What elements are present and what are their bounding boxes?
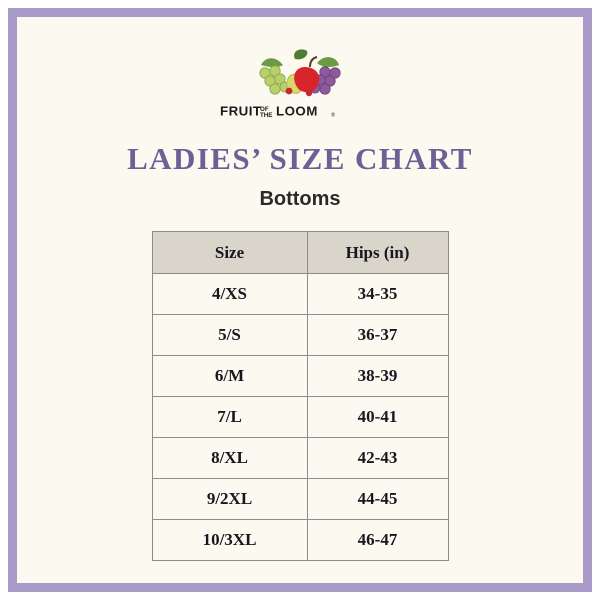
column-header-size: Size xyxy=(152,232,307,274)
cell-hips: 40-41 xyxy=(307,397,448,438)
table-row xyxy=(152,438,448,479)
cell-hips: 42-43 xyxy=(307,438,448,479)
svg-text:OF: OF xyxy=(260,106,269,113)
cell-size: 4/XS xyxy=(152,274,307,315)
table-row xyxy=(152,274,448,315)
svg-text:®: ® xyxy=(331,112,336,119)
cell-size: 9/2XL xyxy=(152,479,307,520)
table-row xyxy=(152,356,448,397)
decorative-border-frame xyxy=(8,8,592,592)
cell-size: 10/3XL xyxy=(152,520,307,561)
svg-text:FRUIT: FRUIT xyxy=(220,103,262,119)
cell-hips: 46-47 xyxy=(307,520,448,561)
cell-hips: 34-35 xyxy=(307,274,448,315)
page-title: LADIES’ SIZE CHART xyxy=(127,141,473,176)
cell-hips: 36-37 xyxy=(307,315,448,356)
table-row xyxy=(152,397,448,438)
page-subtitle: Bottoms xyxy=(259,188,341,210)
cell-size: 5/S xyxy=(152,315,307,356)
table-header-row xyxy=(152,232,448,274)
cell-size: 6/M xyxy=(152,356,307,397)
brand-logo xyxy=(218,45,382,119)
cell-hips: 38-39 xyxy=(307,356,448,397)
size-chart-table xyxy=(152,231,449,561)
cell-hips: 44-45 xyxy=(307,479,448,520)
cell-size: 7/L xyxy=(152,397,307,438)
table-row xyxy=(152,315,448,356)
table-row xyxy=(152,520,448,561)
column-header-hips: Hips (in) xyxy=(307,232,448,274)
svg-text:LOOM: LOOM xyxy=(276,103,318,119)
brand-wordmark xyxy=(218,103,382,119)
table-row xyxy=(152,479,448,520)
cell-size: 8/XL xyxy=(152,438,307,479)
fruit-cluster-icon xyxy=(225,45,375,97)
svg-text:THE: THE xyxy=(260,112,273,119)
